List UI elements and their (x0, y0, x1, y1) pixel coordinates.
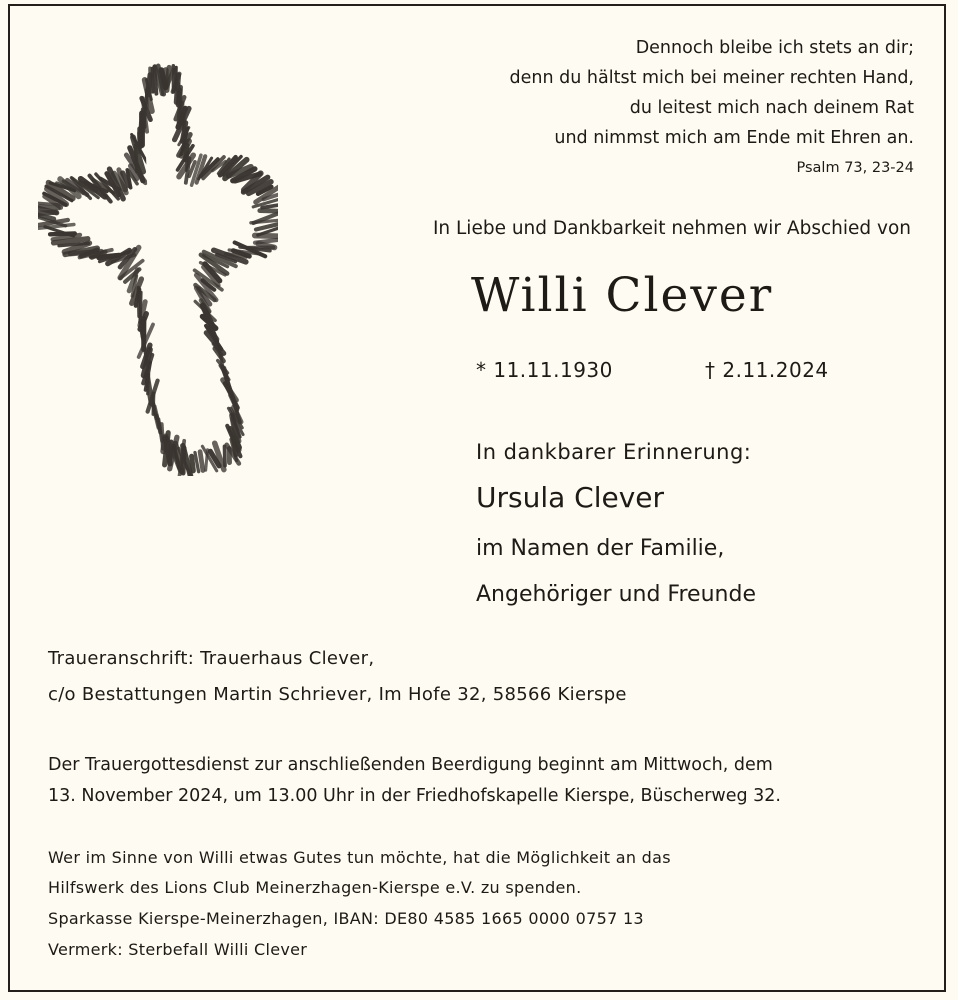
psalm-line: und nimmst mich am Ende mit Ehren an. (554, 128, 914, 148)
address-line: Traueranschrift: Trauerhaus Clever, (48, 648, 375, 669)
cross-stroke (206, 450, 208, 470)
psalm-verse (510, 33, 914, 153)
psalm-line: denn du hältst mich bei meiner rechten Hand, (509, 68, 914, 88)
cross-stroke (192, 456, 194, 471)
cross-stroke (255, 236, 278, 237)
cross-stroke (260, 211, 278, 212)
donation-line: Wer im Sinne von Willi etwas Gutes tun möchte, hat die Möglichkeit an das (48, 848, 671, 867)
deceased-name: Willi Clever (471, 268, 774, 323)
mourner-name: Ursula Clever (476, 481, 665, 514)
mourners-line: im Namen der Familie, (476, 536, 725, 561)
donation-line: Hilfswerk des Lions Club Meinerzhagen-Kierspe e.V. zu spenden. (48, 878, 582, 897)
farewell-intro: In Liebe und Dankbarkeit nehmen wir Abschied von (432, 218, 911, 239)
cross-icon (38, 56, 278, 476)
psalm-reference: Psalm 73, 23-24 (796, 160, 914, 176)
psalm-line: Dennoch bleibe ich stets an dir; (635, 38, 914, 58)
service-line: Der Trauergottesdienst zur anschließenden Beerdigung beginnt am Mittwoch, dem (48, 755, 773, 775)
cross-stroke (251, 220, 278, 223)
donation-line: Vermerk: Sterbefall Willi Clever (48, 940, 308, 959)
service-line: 13. November 2024, um 13.00 Uhr in der Friedhofskapelle Kierspe, Büscherweg 32. (48, 786, 781, 806)
mourners-line: Angehöriger und Freunde (476, 582, 756, 607)
cross-stroke (148, 75, 151, 95)
cross-stroke (225, 446, 226, 465)
cross-stroke (262, 205, 278, 208)
psalm-line: du leitest mich nach deinem Rat (629, 98, 914, 118)
address-line: c/o Bestattungen Martin Schriever, Im Hofe 32, 58566 Kierspe (48, 684, 627, 705)
death-date: † 2.11.2024 (705, 358, 829, 382)
mourners-heading: In dankbarer Erinnerung: (476, 440, 752, 464)
cross-stroke (200, 452, 203, 471)
birth-date: * 11.11.1930 (476, 358, 613, 382)
donation-line: Sparkasse Kierspe-Meinerzhagen, IBAN: DE80 4585 1665 0000 0757 13 (48, 909, 644, 928)
